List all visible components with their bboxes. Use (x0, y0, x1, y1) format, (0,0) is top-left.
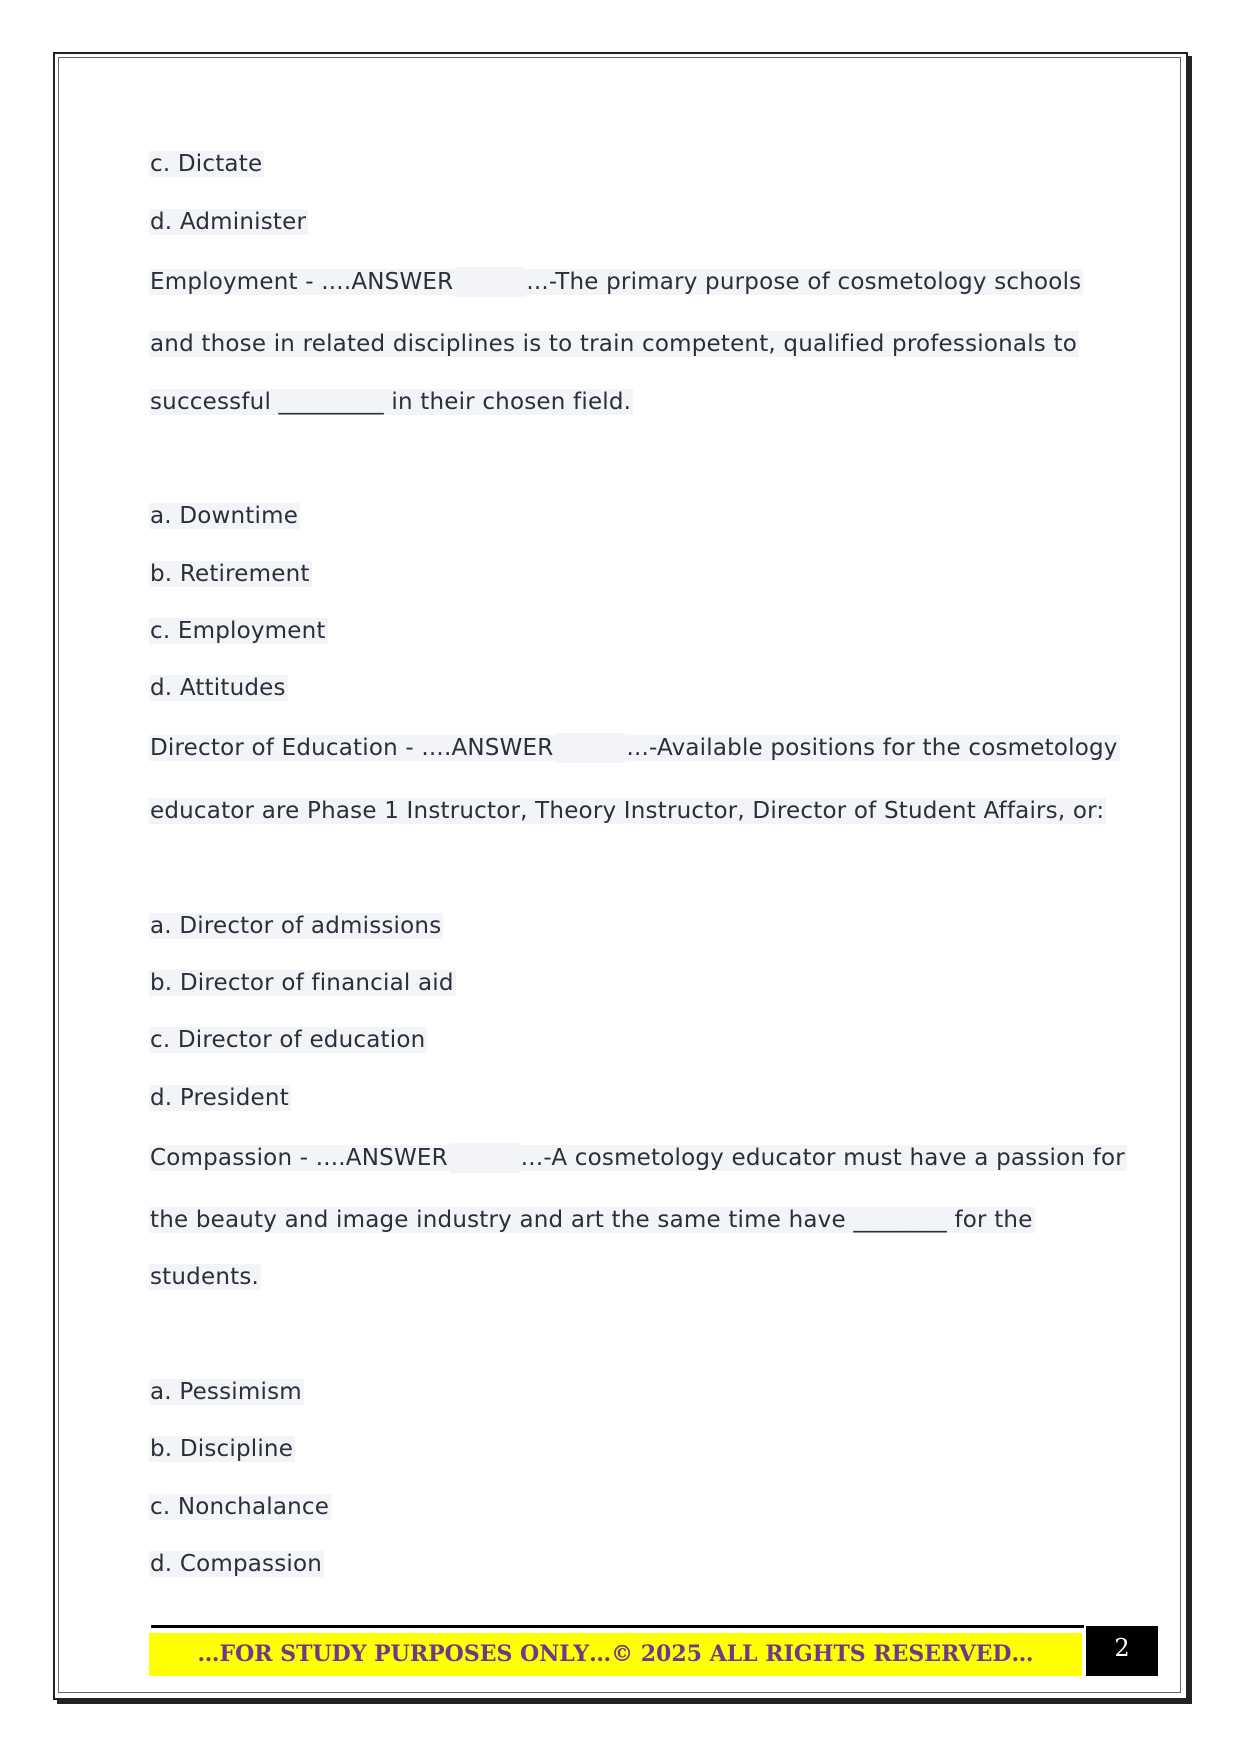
question-2-line-2: educator are Phase 1 Instructor, Theory Instructor, Director of Student Affairs, or: (150, 798, 1105, 824)
question-3-line-3: students. (150, 1264, 260, 1290)
page-number: 2 (1086, 1626, 1158, 1676)
question-1-option-c: c. Employment (150, 618, 326, 644)
question-2-option-c: c. Director of education (150, 1027, 426, 1053)
question-3-line-1: Compassion - ....ANSWER ...-A cosmetology educator must have a passion for (150, 1145, 1125, 1171)
question-3-option-b: b. Discipline (150, 1436, 294, 1462)
question-1-line-3: successful _________ in their chosen field. (150, 389, 632, 415)
question-1-option-b: b. Retirement (150, 561, 310, 587)
question-2-option-b: b. Director of financial aid (150, 970, 454, 996)
option-line: d. Administer (150, 209, 307, 235)
question-3-option-a: a. Pessimism (150, 1379, 302, 1405)
question-3-line-2: the beauty and image industry and art the same time have ________ for the (150, 1207, 1033, 1233)
option-line: c. Dictate (150, 151, 263, 177)
footer-divider (151, 1625, 1084, 1628)
footer-notice: …FOR STUDY PURPOSES ONLY…© 2025 ALL RIGHTS RESERVED… (149, 1633, 1082, 1676)
question-2-option-a: a. Director of admissions (150, 913, 442, 939)
question-1-option-a: a. Downtime (150, 503, 299, 529)
question-2-option-d: d. President (150, 1085, 289, 1111)
question-2-line-1: Director of Education - ....ANSWER ...-Available positions for the cosmetology (150, 735, 1118, 761)
question-1-line-1: Employment - ....ANSWER ...-The primary purpose of cosmetology schools (150, 269, 1082, 295)
question-3-option-d: d. Compassion (150, 1551, 323, 1577)
question-1-option-d: d. Attitudes (150, 675, 286, 701)
question-1-line-2: and those in related disciplines is to train competent, qualified professionals to (150, 331, 1077, 357)
question-3-option-c: c. Nonchalance (150, 1494, 330, 1520)
